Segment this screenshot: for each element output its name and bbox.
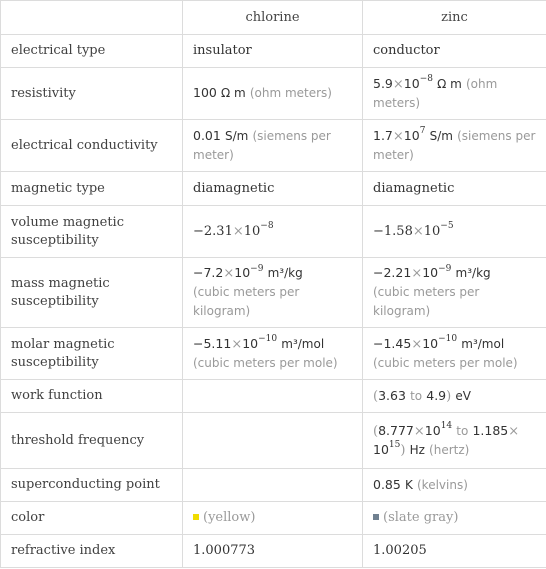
header-chlorine: chlorine	[183, 1, 363, 35]
zinc-electrical-conductivity	[363, 120, 546, 172]
unit-note: (ohm meters)	[249, 86, 332, 100]
value: 0.01	[193, 127, 221, 143]
range-low-mantissa: 8.777	[378, 422, 414, 438]
unit-note: (ohm meters)	[373, 76, 498, 110]
header-empty-cell	[1, 1, 183, 35]
chlorine-work-function	[183, 380, 363, 413]
range-to: to	[410, 388, 423, 403]
row-volume-magnetic-susceptibility	[1, 206, 546, 258]
base: 10	[373, 441, 389, 457]
base: 10	[403, 127, 420, 143]
chlorine-refractive-index: 1.000773	[183, 535, 363, 568]
mantissa: −2.31	[193, 223, 233, 239]
unit-note: (cubic meters per mole)	[193, 355, 338, 370]
row-work-function	[1, 380, 546, 413]
exponent: −8	[419, 74, 433, 85]
row-label: resistivity	[1, 68, 183, 120]
base: 10	[234, 265, 251, 280]
zinc-work-function: (3.63 to 4.9) eV	[363, 380, 546, 413]
range-to: to	[456, 423, 469, 438]
base: 10	[243, 223, 261, 239]
chlorine-mass-magnetic-susceptibility	[183, 258, 363, 328]
value: 0.85	[373, 476, 401, 492]
times-symbol: ×	[223, 266, 235, 281]
times-symbol: ×	[392, 76, 404, 92]
row-label: superconducting point	[1, 469, 183, 502]
mantissa: −1.45	[373, 335, 412, 351]
row-label: refractive index	[1, 535, 183, 568]
zinc-molar-magnetic-susceptibility	[363, 328, 546, 380]
exponent: −9	[438, 263, 452, 274]
mantissa: 5.9	[373, 75, 393, 91]
header-row	[1, 1, 546, 35]
row-color	[1, 502, 546, 535]
range-high: 4.9	[426, 387, 447, 403]
mantissa: −1.58	[373, 223, 413, 239]
row-resistivity	[1, 68, 546, 120]
row-electrical-conductivity	[1, 120, 546, 172]
color-swatch-icon	[373, 514, 379, 520]
unit: S/m	[429, 128, 453, 143]
row-label: color	[1, 502, 183, 535]
color-name: (yellow)	[203, 510, 256, 525]
zinc-volume-magnetic-susceptibility	[363, 206, 546, 258]
chlorine-color	[183, 502, 363, 535]
row-electrical-type	[1, 35, 546, 68]
times-symbol: ×	[413, 423, 425, 439]
chlorine-molar-magnetic-susceptibility	[183, 328, 363, 380]
mantissa: −7.2	[193, 265, 224, 280]
exponent: 7	[419, 126, 426, 137]
base: 10	[242, 335, 259, 351]
value: 100	[193, 85, 217, 100]
mantissa: −2.21	[373, 265, 412, 280]
row-label: magnetic type	[1, 172, 183, 206]
chlorine-resistivity	[183, 68, 363, 120]
unit: m³/mol	[461, 336, 505, 351]
row-superconducting-point	[1, 469, 546, 502]
unit-note: (cubic meters per mole)	[373, 355, 518, 370]
unit-note: (siemens per meter)	[373, 128, 536, 162]
unit-note: (siemens per meter)	[193, 128, 331, 162]
chlorine-volume-magnetic-susceptibility	[183, 206, 363, 258]
exponent: −9	[250, 263, 264, 274]
unit: m³/kg	[455, 266, 491, 280]
base: 10	[422, 265, 439, 280]
chlorine-electrical-conductivity	[183, 120, 363, 172]
row-molar-magnetic-susceptibility	[1, 328, 546, 380]
row-magnetic-type	[1, 172, 546, 206]
row-label: threshold frequency	[1, 413, 183, 469]
row-label: electrical type	[1, 35, 183, 68]
times-symbol: ×	[232, 223, 244, 239]
color-name: (slate gray)	[383, 510, 459, 525]
row-label: work function	[1, 380, 183, 413]
row-label: electrical conductivity	[1, 120, 183, 172]
unit: m³/kg	[267, 266, 303, 280]
zinc-threshold-frequency: ($8.777\times 10^{14}$ to 1.185× $10^{15}$) Hz (hertz)	[363, 413, 546, 469]
unit-note: (cubic meters per kilogram)	[373, 285, 480, 318]
unit: Ω m	[221, 86, 246, 100]
zinc-color	[363, 502, 546, 535]
exponent: −5	[440, 221, 454, 232]
times-symbol: ×	[412, 223, 424, 239]
exponent: −10	[438, 334, 458, 345]
unit: m³/mol	[281, 336, 325, 351]
base: 10	[424, 422, 441, 438]
unit: S/m	[224, 128, 249, 143]
row-refractive-index	[1, 535, 546, 568]
color-swatch-icon	[193, 514, 199, 520]
range-high-mantissa: 1.185	[472, 422, 509, 438]
exponent: −10	[258, 334, 278, 345]
mantissa: 1.7	[373, 127, 393, 143]
row-label: molar magnetic susceptibility	[1, 328, 183, 380]
exponent: 14	[440, 421, 453, 432]
row-label: mass magnetic susceptibility	[1, 258, 183, 328]
chlorine-electrical-type: insulator	[183, 35, 363, 68]
row-label: volume magnetic susceptibility	[1, 206, 183, 258]
exponent: −8	[260, 221, 274, 232]
zinc-mass-magnetic-susceptibility	[363, 258, 546, 328]
unit: Hz	[409, 442, 425, 457]
unit: K	[404, 477, 413, 492]
base: 10	[403, 75, 420, 91]
zinc-electrical-type: conductor	[363, 35, 546, 68]
unit: eV	[455, 388, 471, 403]
zinc-resistivity	[363, 68, 546, 120]
exponent: 15	[388, 440, 401, 451]
header-zinc: zinc	[363, 1, 546, 35]
zinc-magnetic-type: diamagnetic	[363, 172, 546, 206]
chlorine-superconducting-point	[183, 469, 363, 502]
row-mass-magnetic-susceptibility	[1, 258, 546, 328]
times-symbol: ×	[508, 423, 520, 439]
base: 10	[423, 223, 441, 239]
zinc-refractive-index: 1.00205	[363, 535, 546, 568]
times-symbol: ×	[411, 266, 423, 281]
times-symbol: ×	[231, 336, 243, 352]
unit-note: (kelvins)	[417, 477, 468, 492]
chlorine-magnetic-type: diamagnetic	[183, 172, 363, 206]
row-threshold-frequency	[1, 413, 546, 469]
base: 10	[422, 335, 439, 351]
unit-note: (hertz)	[429, 442, 470, 457]
unit-note: (cubic meters per kilogram)	[193, 285, 300, 318]
mantissa: −5.11	[193, 335, 232, 351]
times-symbol: ×	[411, 336, 423, 352]
range-low: 3.63	[378, 387, 406, 403]
zinc-superconducting-point	[363, 469, 546, 502]
chlorine-threshold-frequency	[183, 413, 363, 469]
times-symbol: ×	[392, 128, 404, 144]
unit: Ω m	[437, 76, 462, 91]
